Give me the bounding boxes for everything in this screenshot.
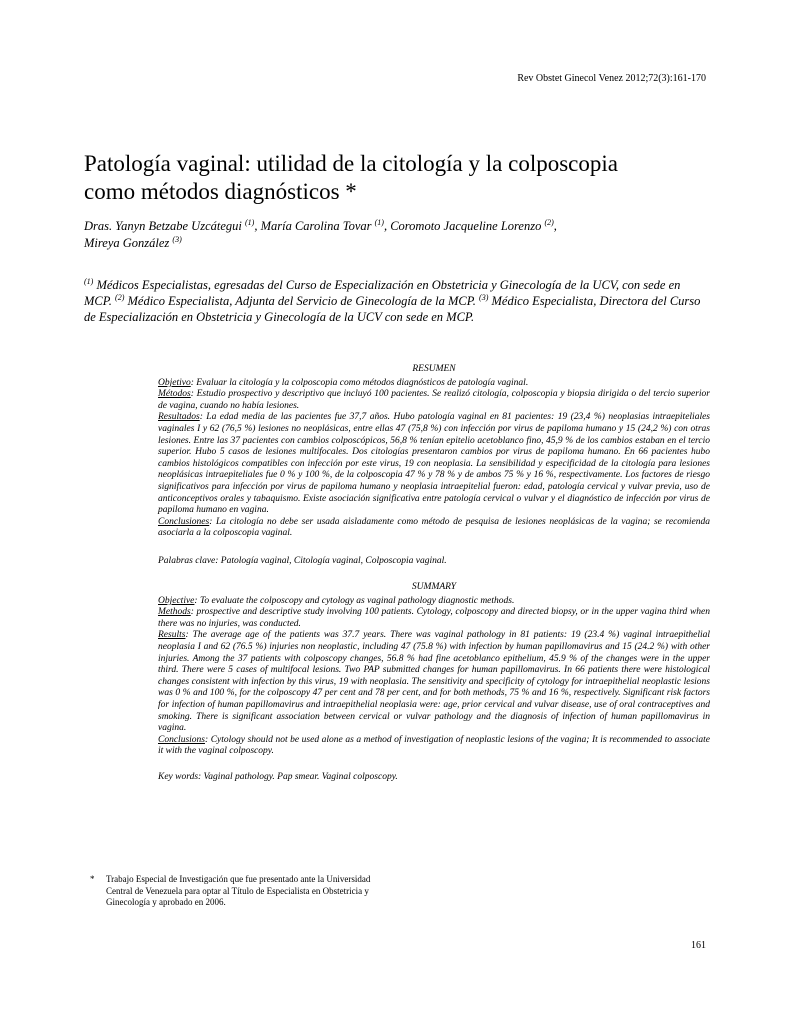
affiliation-text: Médicos Especialistas, egresadas del Curso de Especialización en Obstetricia y Ginecología de la UCV, con sede en MCP. — [84, 278, 681, 308]
author-name: Mireya González — [84, 236, 170, 250]
title-line: como métodos diagnósticos * — [84, 179, 357, 204]
section-text: : prospective and descriptive study involving 100 patients. Cytology, colposcopy and directed biopsy, or in the upper vagina third when there was no injuries, was conducted. — [158, 607, 710, 629]
section-label: Conclusions — [158, 734, 205, 745]
section-label: Objective — [158, 595, 195, 606]
footnote-text: Trabajo Especial de Investigación que fue presentado ante la Universidad Central de Venezuela para optar al Título de Especialista en Obstetricia y Ginecología y aprobado en 2006. — [106, 874, 371, 907]
summary-heading: SUMMARY — [411, 582, 457, 592]
affiliation-text: Médico Especialista, Adjunta del Servicio de Ginecología de la MCP. — [127, 294, 476, 308]
summary-results — [158, 630, 710, 734]
section-text: : To evaluate the colposcopy and cytology as vaginal pathology diagnostic methods. — [194, 595, 515, 606]
section-text: : La citología no debe ser usada aisladamente como método de pesquisa de lesiones neoplásicas de la vagina; se recomienda asociarla a la colposcopia vaginal. — [158, 516, 710, 539]
author-sup: (1) — [374, 217, 384, 227]
resumen-block — [158, 364, 710, 540]
authors: Dras. Yanyn Betzabe Uzcátegui $^{(1)}$, María Carolina Tovar $^{(1)}$, Coromoto Jacqueline Lorenzo $^{(2)}$, Mireya González $^{(3)}$ — [84, 217, 557, 250]
author-sup: (3) — [172, 234, 182, 244]
resumen-objetivo — [158, 378, 710, 390]
summary-conclusions — [158, 735, 710, 758]
article-title — [84, 150, 724, 206]
section-text: : Cytology should not be used alone as a method of investigation of neoplastic lesions of the vagina; It is recommended to associate it with the vaginal colposcopy. — [158, 734, 710, 757]
section-text: : La edad media de las pacientes fue 37,7 años. Hubo patología vaginal en 81 pacientes: 19 (23,4 %) neoplasias intraepiteliales vaginales I y 62 (76,5 %) lesiones no neoplásicas, entre ellas 47 (75,8 %) con infección por virus de papiloma humano y 15 (24,2 %) con otras lesiones. Entre las 37 pacientes con cambios colposcópicos, 56,8 % tenían epitelio acetoblanco fino, 45,9 % de los cambios estaban en el tercio superior. Hubo 5 casos de lesiones multifocales. Dos citologías presentaron cambios por virus de papiloma humano. En 66 pacientes hubo cambios histológicos compatibles con infección por este virus, 19 con neoplasia. La sensibilidad y especificidad de la citología para lesiones neoplásicas intraepiteliales fue 0 % y 100 %, de la colposcopia 47 % y 78 % y de ambos 75 % y 16 %, respectivamente. Los factores de riesgo significativos para infección por virus de papiloma humano y neoplasia intraepitelial fueron: edad, patología cervical y vulvar previa, uso de anticonceptivos orales y tabaquismo. Existe asociación significativa entre patología cervical o vulvar y el diagnóstico de infección por virus de papiloma humano en vagina. — [158, 412, 710, 516]
summary-objective — [158, 596, 710, 608]
section-text: : The average age of the patients was 37.7 years. There was vaginal pathology in 81 patients: 19 (23.4 %) vaginal intraepithelial neoplasia I and 62 (76.5 %) injuries non neoplastic, including 47 (75.8 %) with infection by human papillomavirus and 15 (24.2 %) with other injuries. Among the 37 patients with colposcopy changes, 56.8 % had fine acetoblanco epithelium, 45.9 % of the changes were in the upper third. There were 5 cases of multifocal lesions. Two PAP submitted changes for human papillomavirus. In 66 patients there were histological changes consistent with infection by this virus, 19 with neoplasia. The sensitivity and specificity of cytology for intraepithelial neoplastic lesions was 0 % and 100 %, for the colposcopy 47 per cent and 78 per cent, and for both methods, 75 % and 16 %, respectively. Significant risk factors for infection of human papillomavirus and intraepithelial neoplasia were: age, prior cervical and vulvar disease, use of oral contraceptives and smoking. There is significant association between cervical or vulvar pathology and the diagnosis of infection of human papillomavirus in vagina. — [158, 630, 710, 734]
affiliation-sup: (2) — [115, 292, 125, 302]
section-label: Results — [158, 630, 186, 641]
resumen-heading: RESUMEN — [412, 364, 456, 374]
journal-reference: Rev Obstet Ginecol Venez 2012;72(3):161-170 — [517, 73, 706, 84]
resumen-conclusiones — [158, 517, 710, 540]
affiliation-sup: (3) — [479, 292, 489, 302]
resumen-resultados — [158, 412, 710, 516]
section-text: : Estudio prospectivo y descriptivo que incluyó 100 pacientes. Se realizó citología, colposcopia y biopsia dirigida o del tercio superior de vagina, cuando no había lesiones. — [158, 389, 710, 411]
resumen-metodos — [158, 389, 710, 412]
author-sup: (1) — [245, 217, 255, 227]
key-words: Key words: Vaginal pathology. Pap smear. Vaginal colposcopy. — [158, 772, 398, 782]
author-name: Coromoto Jacqueline Lorenzo — [390, 219, 542, 233]
authors-prefix: Dras. — [84, 219, 113, 233]
section-text: : Evaluar la citología y la colposcopia como métodos diagnósticos de patología vaginal. — [190, 377, 529, 388]
summary-main — [158, 582, 710, 758]
section-label: Objetivo — [158, 377, 191, 388]
author-sup: (2) — [544, 217, 554, 227]
affiliations — [84, 277, 704, 325]
section-label: Resultados — [158, 412, 200, 423]
author-name: María Carolina Tovar — [260, 219, 372, 233]
affiliation-sup: (1) — [84, 276, 94, 286]
footnote-mark: * — [90, 874, 95, 884]
section-label: Conclusiones — [158, 516, 210, 527]
title-line: Patología vaginal: utilidad de la citología y la colposcopia — [84, 151, 618, 176]
summary-methods — [158, 607, 710, 630]
affiliation-text: Médico Especialista, Directora del Curso de Especialización en Obstetricia y Ginecología de la UCV con sede en MCP. — [84, 294, 701, 324]
footnote — [90, 874, 390, 909]
palabras-clave: Palabras clave: Patología vaginal, Citología vaginal, Colposcopia vaginal. — [158, 556, 447, 566]
section-label: Methods — [158, 607, 191, 618]
section-label: Métodos — [158, 389, 191, 400]
page-number: 161 — [691, 940, 706, 951]
author-name: Yanyn Betzabe Uzcátegui — [115, 219, 242, 233]
